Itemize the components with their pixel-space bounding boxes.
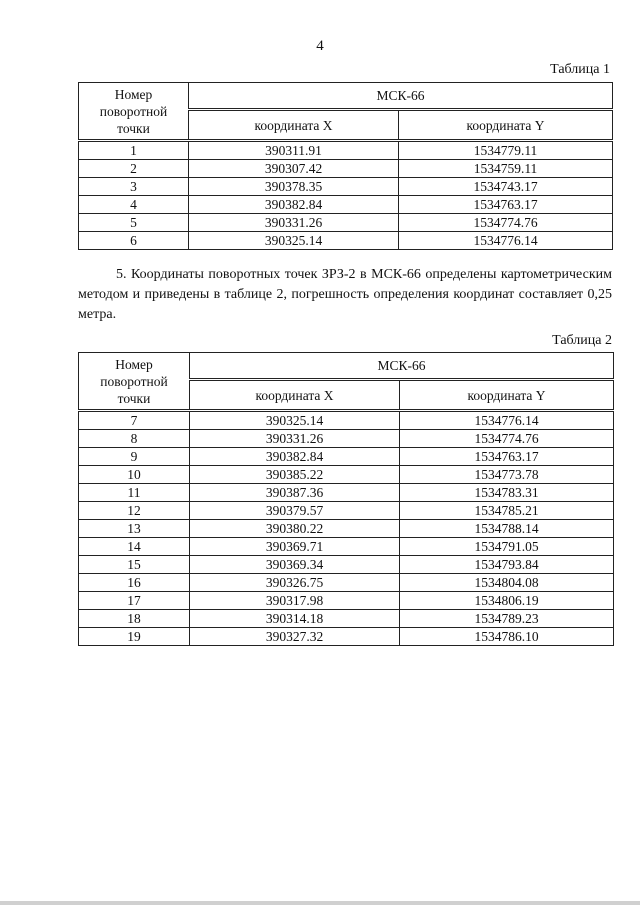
x-coordinate-header: координата X xyxy=(189,110,399,141)
y-coordinate-cell: 1534786.10 xyxy=(400,628,614,646)
y-coordinate-cell: 1534783.31 xyxy=(400,484,614,502)
point-number-cell: 3 xyxy=(79,178,189,196)
table-row xyxy=(79,232,613,250)
point-number-cell: 15 xyxy=(79,556,190,574)
point-number-cell: 9 xyxy=(79,448,190,466)
table-row xyxy=(79,196,613,214)
table-row xyxy=(79,556,614,574)
y-coordinate-cell: 1534774.76 xyxy=(399,214,613,232)
point-number-cell: 2 xyxy=(79,160,189,178)
y-coordinate-cell: 1534776.14 xyxy=(399,232,613,250)
x-coordinate-cell: 390382.84 xyxy=(190,448,400,466)
y-coordinate-header: координата Y xyxy=(400,380,614,411)
point-number-cell: 18 xyxy=(79,610,190,628)
point-number-cell: 12 xyxy=(79,502,190,520)
table-row xyxy=(79,574,614,592)
table2-caption: Таблица 2 xyxy=(552,333,612,348)
scan-edge xyxy=(0,901,640,905)
table-row xyxy=(79,448,614,466)
y-coordinate-cell: 1534785.21 xyxy=(400,502,614,520)
y-coordinate-cell: 1534788.14 xyxy=(400,520,614,538)
page-number: 4 xyxy=(316,38,324,54)
table-row xyxy=(79,520,614,538)
y-coordinate-cell: 1534806.19 xyxy=(400,592,614,610)
coordinate-system-header: МСК-66 xyxy=(189,83,613,110)
table-row xyxy=(79,141,613,160)
y-coordinate-cell: 1534759.11 xyxy=(399,160,613,178)
x-coordinate-header: координата X xyxy=(190,380,400,411)
table-row xyxy=(79,214,613,232)
table-row xyxy=(79,430,614,448)
y-coordinate-cell: 1534743.17 xyxy=(399,178,613,196)
point-number-cell: 8 xyxy=(79,430,190,448)
x-coordinate-cell: 390325.14 xyxy=(190,411,400,430)
x-coordinate-cell: 390369.34 xyxy=(190,556,400,574)
x-coordinate-cell: 390379.57 xyxy=(190,502,400,520)
y-coordinate-cell: 1534793.84 xyxy=(400,556,614,574)
table-row xyxy=(79,592,614,610)
y-coordinate-header: координата Y xyxy=(399,110,613,141)
point-number-cell: 6 xyxy=(79,232,189,250)
x-coordinate-cell: 390387.36 xyxy=(190,484,400,502)
y-coordinate-cell: 1534763.17 xyxy=(400,448,614,466)
table-row xyxy=(79,178,613,196)
table-row xyxy=(79,610,614,628)
point-number-cell: 11 xyxy=(79,484,190,502)
point-number-cell: 10 xyxy=(79,466,190,484)
y-coordinate-cell: 1534789.23 xyxy=(400,610,614,628)
x-coordinate-cell: 390369.71 xyxy=(190,538,400,556)
y-coordinate-cell: 1534763.17 xyxy=(399,196,613,214)
point-number-cell: 17 xyxy=(79,592,190,610)
x-coordinate-cell: 390325.14 xyxy=(189,232,399,250)
y-coordinate-cell: 1534804.08 xyxy=(400,574,614,592)
point-number-header: Номер поворотной точки xyxy=(79,83,189,141)
x-coordinate-cell: 390311.91 xyxy=(189,141,399,160)
y-coordinate-cell: 1534774.76 xyxy=(400,430,614,448)
table-row xyxy=(79,160,613,178)
point-number-cell: 13 xyxy=(79,520,190,538)
point-number-cell: 16 xyxy=(79,574,190,592)
x-coordinate-cell: 390307.42 xyxy=(189,160,399,178)
y-coordinate-cell: 1534791.05 xyxy=(400,538,614,556)
table-row xyxy=(79,411,614,430)
x-coordinate-cell: 390327.32 xyxy=(190,628,400,646)
table-row xyxy=(79,466,614,484)
table-row xyxy=(79,502,614,520)
x-coordinate-cell: 390317.98 xyxy=(190,592,400,610)
table1-caption: Таблица 1 xyxy=(550,62,610,77)
point-number-cell: 7 xyxy=(79,411,190,430)
y-coordinate-cell: 1534776.14 xyxy=(400,411,614,430)
x-coordinate-cell: 390331.26 xyxy=(190,430,400,448)
coordinates-note-paragraph: 5. Координаты поворотных точек ЗРЗ-2 в МСК-66 определены картометрическим методом и приведены в таблице 2, погрешность определения координат составляет 0,25 метра. xyxy=(78,267,612,322)
point-number-cell: 19 xyxy=(79,628,190,646)
coordinates-table-2 xyxy=(78,352,614,646)
point-number-cell: 4 xyxy=(79,196,189,214)
coordinate-system-header: МСК-66 xyxy=(190,353,614,380)
x-coordinate-cell: 390314.18 xyxy=(190,610,400,628)
y-coordinate-cell: 1534773.78 xyxy=(400,466,614,484)
point-number-header: Номер поворотной точки xyxy=(79,353,190,411)
x-coordinate-cell: 390382.84 xyxy=(189,196,399,214)
table-row xyxy=(79,538,614,556)
y-coordinate-cell: 1534779.11 xyxy=(399,141,613,160)
x-coordinate-cell: 390331.26 xyxy=(189,214,399,232)
x-coordinate-cell: 390378.35 xyxy=(189,178,399,196)
point-number-cell: 1 xyxy=(79,141,189,160)
point-number-cell: 5 xyxy=(79,214,189,232)
point-number-cell: 14 xyxy=(79,538,190,556)
table-row xyxy=(79,484,614,502)
coordinates-table-1 xyxy=(78,82,613,250)
x-coordinate-cell: 390380.22 xyxy=(190,520,400,538)
x-coordinate-cell: 390385.22 xyxy=(190,466,400,484)
x-coordinate-cell: 390326.75 xyxy=(190,574,400,592)
table-row xyxy=(79,628,614,646)
